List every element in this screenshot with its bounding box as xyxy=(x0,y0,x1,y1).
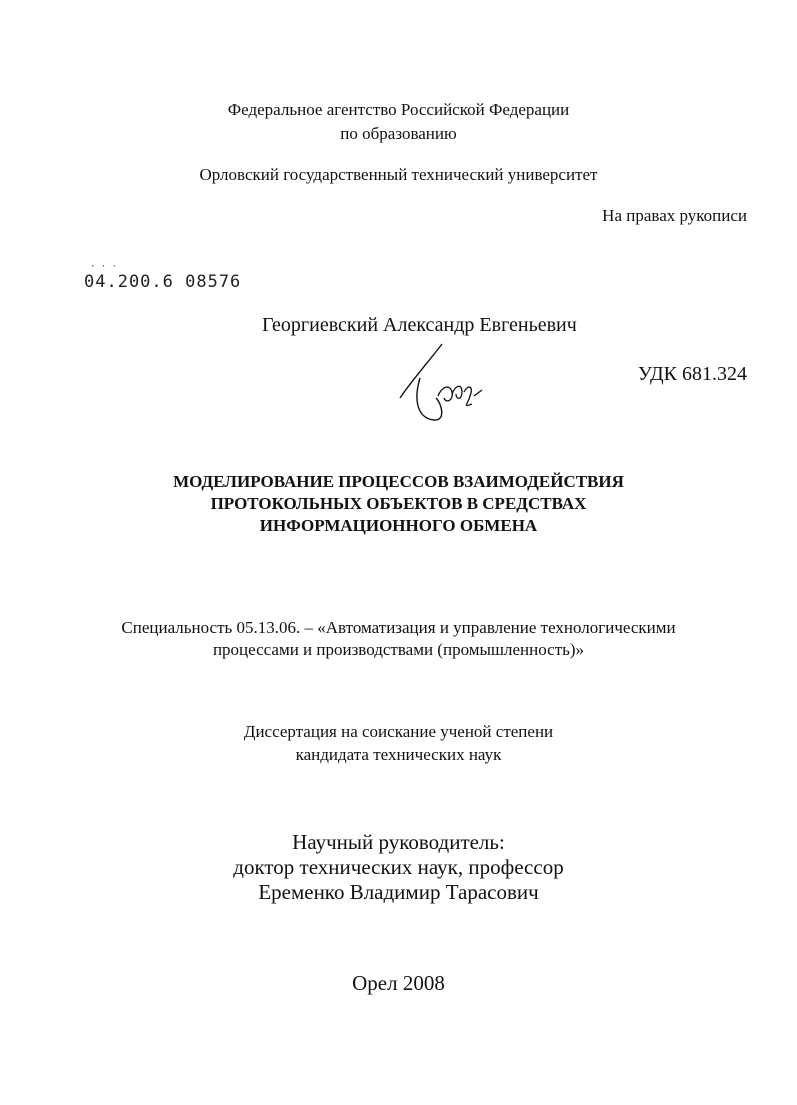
title-line-1: МОДЕЛИРОВАНИЕ ПРОЦЕССОВ ВЗАИМОДЕЙСТВИЯ xyxy=(173,472,624,491)
city-year: Орел 2008 xyxy=(352,971,445,995)
author-name: Георгиевский Александр Евгеньевич xyxy=(262,314,577,336)
stamp-marks: · · · xyxy=(90,262,118,272)
agency-line-1: Федеральное агентство Российской Федерации xyxy=(227,100,570,119)
university-name: Орловский государственный технический университет xyxy=(199,165,598,184)
specialty-line-1: Специальность 05.13.06. – «Автоматизация и управление технологическими xyxy=(121,618,676,637)
rights-note: На правах рукописи xyxy=(602,206,747,225)
specialty-line-2: процессами и производствами (промышленность)» xyxy=(212,640,585,659)
dissertation-line-2: кандидата технических наук xyxy=(295,745,502,764)
udk-code: УДК 681.324 xyxy=(637,363,747,385)
archive-stamp: 04.200.6 08576 xyxy=(84,272,242,292)
dissertation-line-1: Диссертация на соискание ученой степени xyxy=(243,722,554,741)
title-line-3: ИНФОРМАЦИОННОГО ОБМЕНА xyxy=(259,516,538,535)
supervisor-label: Научный руководитель: xyxy=(292,830,505,854)
agency-line-2: по образованию xyxy=(340,124,457,143)
author-signature xyxy=(390,338,490,428)
supervisor-name: Еременко Владимир Тарасович xyxy=(258,880,539,904)
title-line-2: ПРОТОКОЛЬНЫХ ОБЪЕКТОВ В СРЕДСТВАХ xyxy=(210,494,587,513)
supervisor-degree: доктор технических наук, профессор xyxy=(233,855,564,879)
